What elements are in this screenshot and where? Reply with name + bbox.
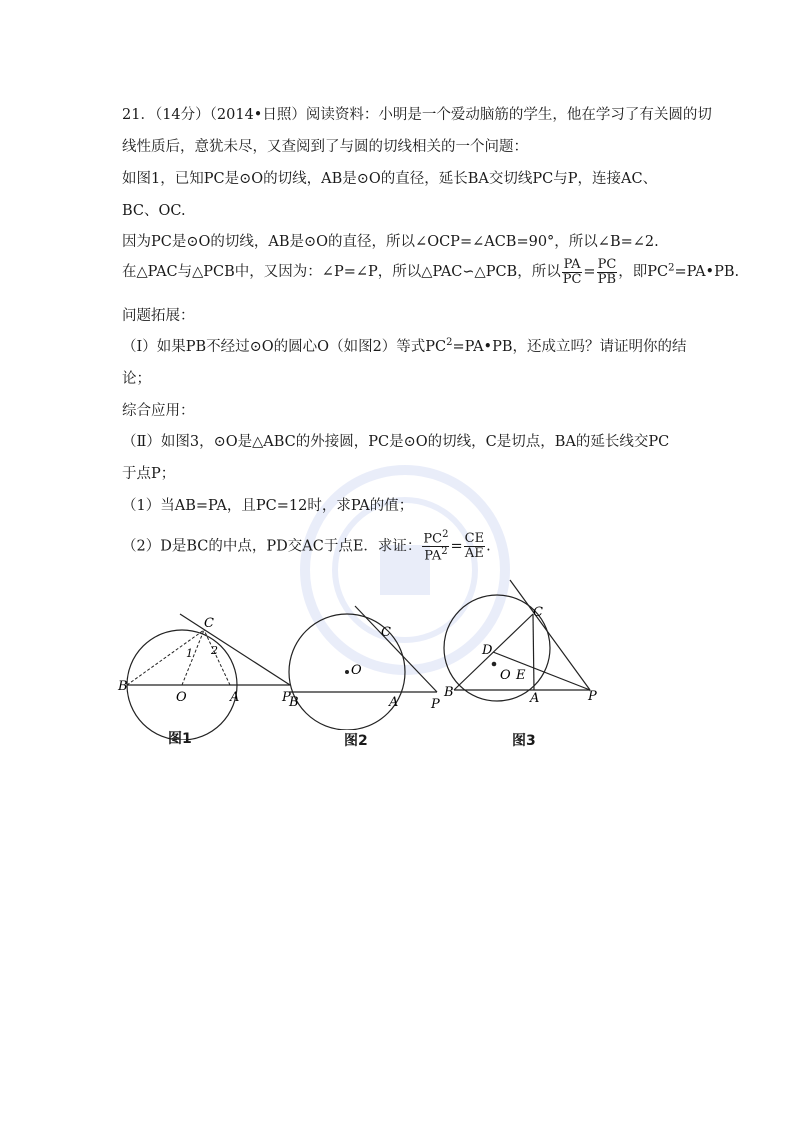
center-point xyxy=(345,670,349,674)
fraction-pa-pc xyxy=(562,258,583,286)
text-segment: . xyxy=(486,538,491,555)
figure-1-diagram xyxy=(110,610,310,740)
label-p: P xyxy=(431,697,440,712)
figure-3-caption: 图3 xyxy=(512,733,536,749)
angle-label-2: 2 xyxy=(211,644,218,657)
text-segment: 在△PAC与△PCB中，又因为：∠P=∠P，所以△PAC∽△PCB，所以 xyxy=(122,264,561,281)
text-segment: （Ⅰ）如果PB不经过⊙O的圆心O（如图2）等式PC xyxy=(122,339,447,355)
label-o: O xyxy=(351,663,362,678)
angle-label-1: 1 xyxy=(186,647,193,660)
text-segment: （2）D是BC的中点，PD交AC于点E．求证： xyxy=(122,538,422,555)
label-p: P xyxy=(588,689,597,704)
fraction-denominator: PB xyxy=(597,271,617,287)
superscript: 2 xyxy=(446,337,453,349)
problem-line: 因为PC是⊙O的切线，AB是⊙O的直径，所以∠OCP=∠ACB=90°，所以∠B=∠2. xyxy=(122,234,659,250)
figure-2-caption: 图2 xyxy=(344,733,368,749)
label-o: O xyxy=(500,668,511,683)
problem-line: BC、OC. xyxy=(122,203,186,219)
label-a: A xyxy=(389,695,399,710)
figure-1-caption: 图1 xyxy=(168,731,192,747)
label-d: D xyxy=(482,643,493,658)
part-one-line xyxy=(122,335,687,356)
problem-line: 如图1，已知PC是⊙O的切线，AB是⊙O的直径，延长BA交切线PC与P，连接AC、 xyxy=(122,171,658,187)
text-segment: =PA•PB. xyxy=(674,264,740,281)
text-segment: =PA•PB，还成立吗？请证明你的结 xyxy=(452,339,687,355)
similar-triangles-line xyxy=(122,258,739,286)
label-p: P xyxy=(282,690,291,705)
label-b: B xyxy=(118,679,128,694)
question-one: （1）当AB=PA，且PC=12时，求PA的值； xyxy=(122,498,414,514)
section-heading: 问题拓展： xyxy=(122,308,195,324)
fraction-denominator: $PA^2$ xyxy=(424,545,448,564)
label-c: C xyxy=(381,625,391,640)
fraction-pc2-pa2 xyxy=(422,530,449,563)
superscript: 2 xyxy=(668,262,675,274)
part-two-line: （Ⅱ）如图3，⊙O是△ABC的外接圆，PC是⊙O的切线，C是切点，BA的延长线交PC xyxy=(122,434,670,450)
fraction-denominator: PC xyxy=(562,271,582,287)
label-a: A xyxy=(530,691,540,706)
text-segment: ，即PC xyxy=(618,264,669,281)
figure-2-diagram xyxy=(285,600,455,730)
question-two xyxy=(122,530,491,563)
problem-header: 21．（14分）（2014•日照）阅读资料：小明是一个爱动脑筋的学生，他在学习了有关圆的切 xyxy=(122,107,712,123)
fraction-numerator: $PC^2$ xyxy=(423,529,449,547)
fraction-numerator: PC xyxy=(597,257,617,272)
label-b: B xyxy=(289,695,299,710)
problem-line: 论； xyxy=(122,371,151,387)
label-b: B xyxy=(444,685,454,700)
label-c: C xyxy=(204,616,214,631)
tangent-pc xyxy=(180,614,290,685)
fraction-ce-ae xyxy=(464,532,485,560)
fraction-pc-pb xyxy=(597,258,618,286)
equals-sign: = xyxy=(450,538,463,555)
figure-3-diagram xyxy=(440,578,610,708)
fraction-numerator: PA xyxy=(563,257,581,272)
fraction-denominator: AE xyxy=(464,545,484,561)
tangent-pc xyxy=(355,606,437,692)
label-o: O xyxy=(176,690,187,705)
label-e: E xyxy=(516,668,526,683)
equals-sign: = xyxy=(583,264,596,281)
problem-line: 于点P； xyxy=(122,466,176,482)
center-point xyxy=(492,662,497,667)
section-heading: 综合应用： xyxy=(122,403,195,419)
segment-ac xyxy=(533,614,534,690)
label-a: A xyxy=(230,690,240,705)
label-c: C xyxy=(533,605,543,620)
problem-line: 线性质后，意犹未尽，又查阅到了与圆的切线相关的一个问题： xyxy=(122,139,528,155)
fraction-numerator: CE xyxy=(464,531,485,547)
